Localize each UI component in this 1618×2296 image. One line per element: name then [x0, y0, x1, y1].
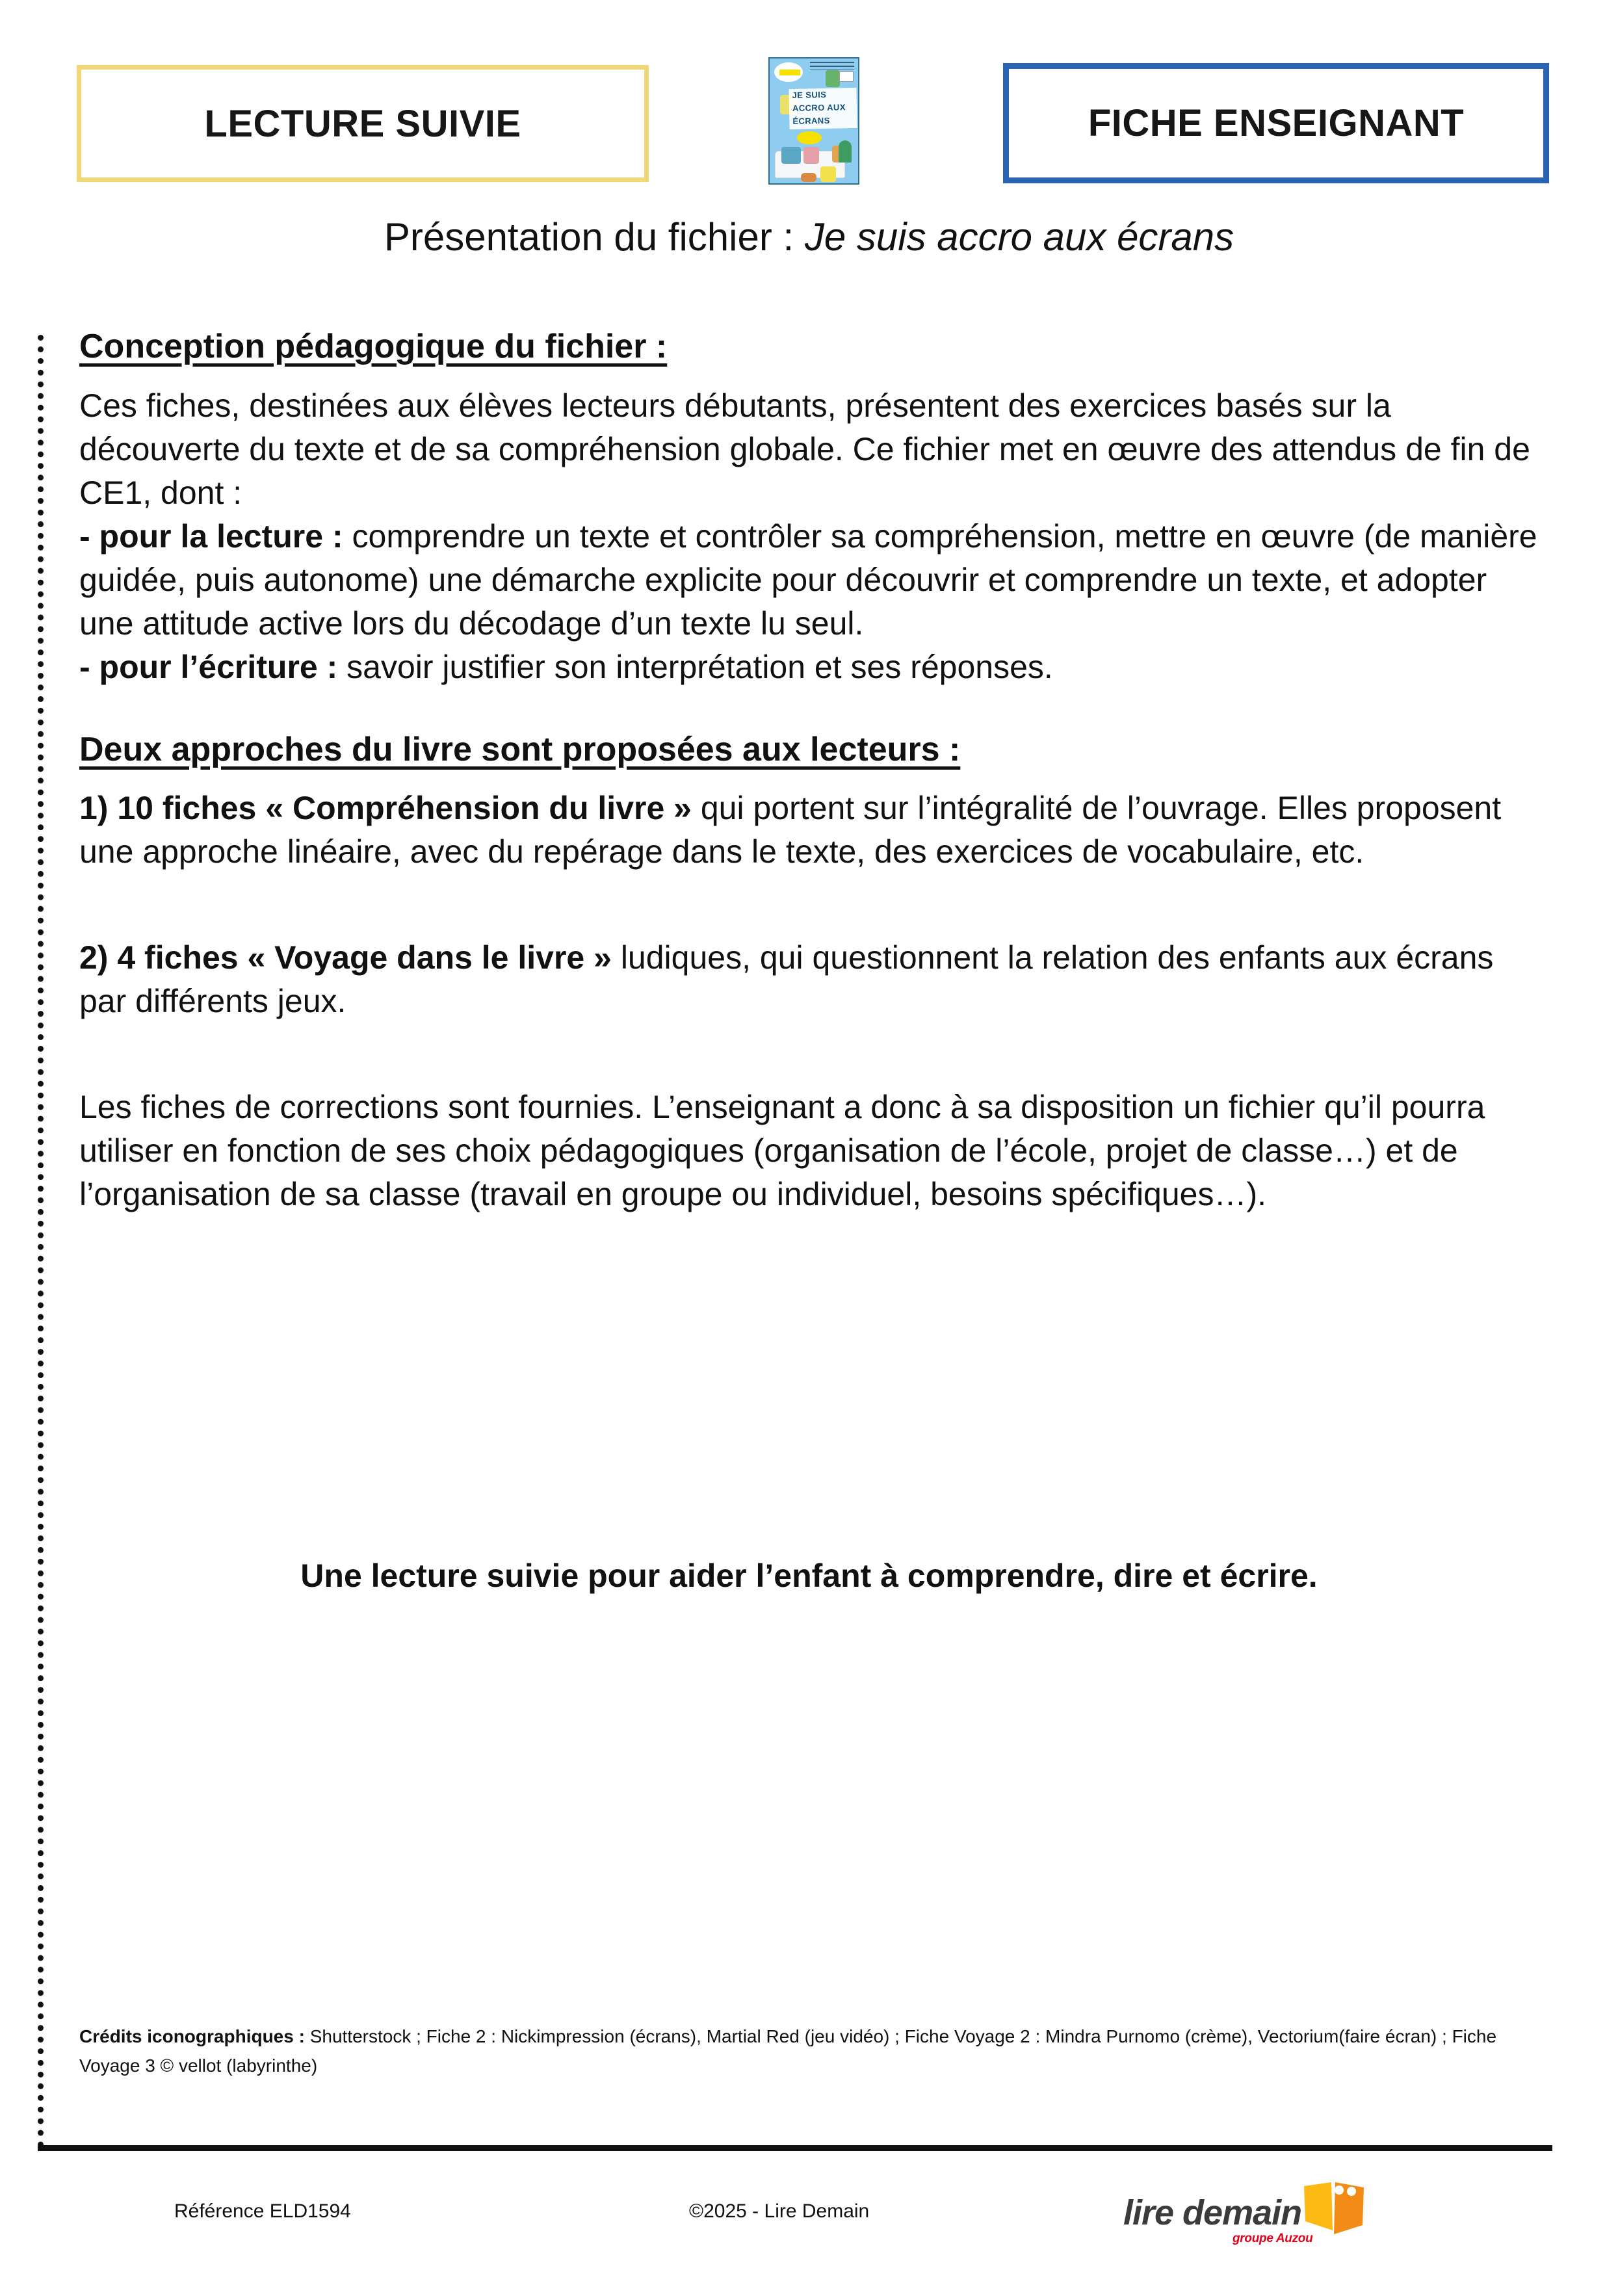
image-credits-text: Shutterstock ; Fiche 2 : Nickimpression (écrans), Martial Red (jeu vidéo) ; Fiche Voyage 2 : Mindra Purnomo (crème), Vectorium(faire écran) ; Fiche Voyage 3 © vellot (labyrinthe)	[79, 2026, 1497, 2076]
bullet-pour-la-lecture	[79, 515, 1548, 646]
lecture-suivie-label: LECTURE SUIVIE	[204, 102, 521, 145]
image-credits	[79, 2022, 1555, 2081]
bullet-lecture-label: - pour la lecture :	[79, 517, 343, 554]
logo-wordmark: lire demain	[1123, 2193, 1302, 2232]
book-cover-smallprint	[810, 62, 854, 70]
speech-bubble-icon	[797, 131, 822, 144]
page-footer	[0, 2181, 1618, 2285]
paragraph-corrections: Les fiches de corrections sont fournies. L’enseignant a donc à sa disposition un fichier qu’il pourra utiliser en fonction de ses choix pédagogiques (organisation de l’école, projet de classe…) et de l’organisation de sa classe (travail en groupe ou individuel, besoins spécifiques…).	[79, 1089, 1485, 1213]
logo-subline: groupe Auzou	[1233, 2232, 1313, 2245]
book-illustration-person-2	[803, 147, 819, 164]
fiche-enseignant-label: FICHE ENSEIGNANT	[1088, 102, 1465, 144]
bullet-ecriture-text: savoir justifier son interprétation et ses réponses.	[337, 648, 1053, 685]
book-illustration-person-1	[781, 147, 801, 164]
spacer	[79, 689, 1548, 728]
tablet-icon	[839, 72, 854, 82]
paragraph-conception-intro: Ces fiches, destinées aux élèves lecteurs débutants, présentent des exercices basés sur la découverte du texte et de sa compréhension globale. Ce fichier met en œuvre des attendus de fin de CE1, dont :	[79, 387, 1530, 511]
approche-item-2-text: ludiques, qui questionnent la relation des enfants aux écrans par différents jeux.	[79, 939, 1494, 1020]
image-credits-label: Crédits iconographiques :	[79, 2026, 305, 2046]
bullet-pour-l-ecriture	[79, 646, 1548, 689]
lire-demain-logo	[1123, 2181, 1370, 2272]
book-cover-title	[789, 88, 857, 129]
spacer	[79, 874, 1548, 936]
approche-item-1-text: qui portent sur l’intégralité de l’ouvrage. Elles proposent une approche linéaire, avec du repérage dans le texte, des exercices de vocabulaire, etc.	[79, 790, 1502, 870]
book-cover-thumbnail	[768, 57, 859, 185]
book-illustration-child-top	[826, 70, 840, 87]
footer-divider	[38, 2145, 1552, 2151]
section-heading-approches: Deux approches du livre sont proposées aux lecteurs :	[79, 730, 961, 768]
approche-item-2	[79, 936, 1548, 1023]
page-title	[0, 215, 1618, 259]
book-illustration-person-4	[820, 166, 836, 182]
spacer	[79, 1023, 1548, 1086]
page-title-book-name: Je suis accro aux écrans	[804, 215, 1234, 259]
document-body	[79, 325, 1548, 1216]
footer-reference: Référence ELD1594	[174, 2200, 351, 2222]
closing-tagline: Une lecture suivie pour aider l’enfant à comprendre, dire et écrire.	[300, 1558, 1318, 1594]
book-title-line-2: ACCRO AUX	[792, 102, 846, 113]
section-heading-conception: Conception pédagogique du fichier :	[79, 328, 668, 365]
left-dotted-divider	[38, 335, 44, 2148]
footer-copyright: ©2025 - Lire Demain	[689, 2200, 870, 2222]
book-title-line-1: JE SUIS	[792, 89, 827, 100]
approche-item-1	[79, 787, 1548, 874]
dog-icon	[801, 173, 816, 182]
page-title-prefix: Présentation du fichier :	[384, 215, 805, 259]
approche-item-1-label: 1) 10 fiches « Compréhension du livre »	[79, 790, 692, 827]
lecture-suivie-badge	[77, 65, 649, 182]
approche-item-2-label: 2) 4 fiches « Voyage dans le livre »	[79, 939, 612, 976]
fiche-enseignant-badge	[1003, 63, 1549, 183]
book-badge-icon	[774, 62, 803, 82]
bullet-ecriture-label: - pour l’écriture :	[79, 648, 338, 685]
page-header	[0, 0, 1618, 195]
plant-icon	[839, 140, 852, 163]
bullet-lecture-text: comprendre un texte et contrôler sa compréhension, mettre en œuvre (de manière guidée, puis autonome) une démarche explicite pour découvrir et comprendre un texte, et adopter une attitude active lors du décodage d’un texte lu seul.	[79, 517, 1537, 642]
open-book-icon	[1303, 2182, 1365, 2250]
book-title-line-3: ÉCRANS	[792, 115, 830, 126]
